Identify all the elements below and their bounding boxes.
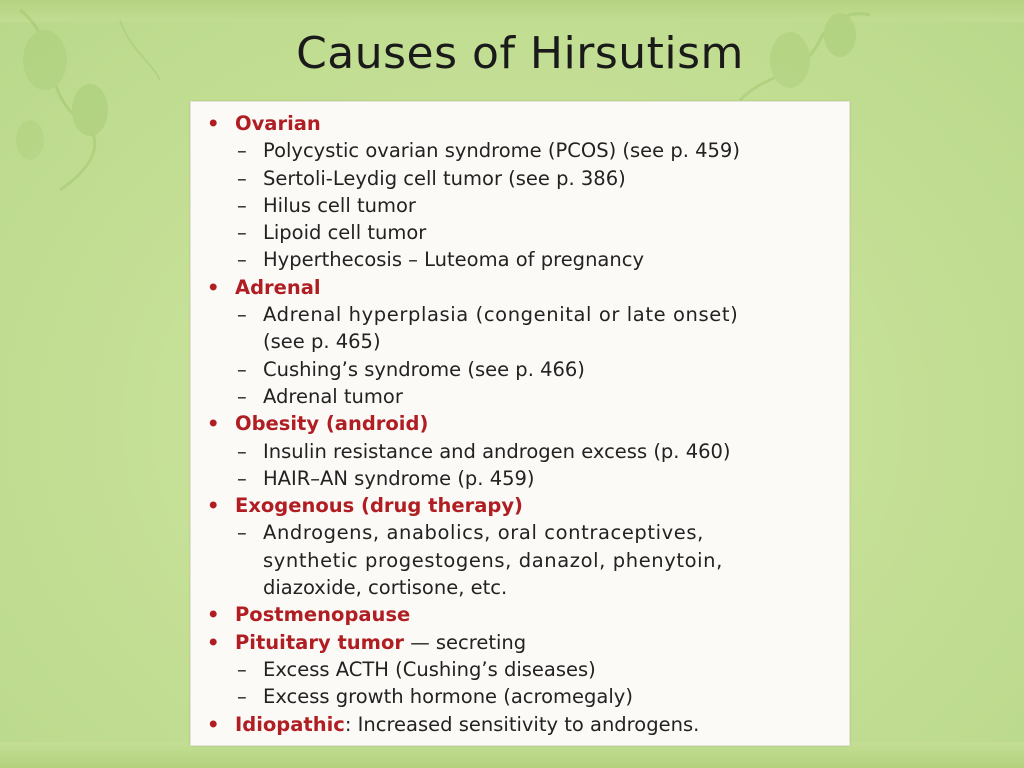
list-item-text: Excess ACTH (Cushing’s diseases)	[263, 657, 596, 681]
list-item	[205, 165, 839, 192]
category-label: Exogenous (drug therapy)	[235, 494, 523, 518]
category-label: Postmenopause	[235, 603, 411, 627]
list-item-text: Polycystic ovarian syndrome (PCOS) (see p. 459)	[263, 139, 740, 163]
category-suffix: : Increased sensitivity to androgens.	[344, 712, 700, 736]
dash-icon: –	[237, 193, 247, 217]
list-item	[205, 356, 839, 383]
list-item	[205, 246, 839, 273]
dash-icon: –	[237, 685, 247, 709]
dash-icon: –	[237, 384, 247, 408]
list-item-text: (see p. 465)	[263, 330, 381, 354]
list-item-text: Cushing’s syndrome (see p. 466)	[263, 357, 585, 381]
category-obesity	[205, 410, 839, 437]
bullet-icon: •	[207, 712, 220, 736]
dash-icon: –	[237, 439, 247, 463]
category-adrenal	[205, 274, 839, 301]
dash-icon: –	[237, 657, 247, 681]
category-pituitary	[205, 629, 839, 656]
list-item-text: Adrenal hyperplasia (congenital or late onset)	[263, 303, 739, 327]
list-item-text: Excess growth hormone (acromegaly)	[263, 685, 633, 709]
list-item-text: Hilus cell tumor	[263, 193, 416, 217]
slide-title: Causes of Hirsutism	[296, 28, 744, 79]
category-label: Adrenal	[235, 275, 321, 299]
dash-icon: –	[237, 303, 247, 327]
dash-icon: –	[237, 221, 247, 245]
list-item-text: HAIR–AN syndrome (p. 459)	[263, 466, 535, 490]
dash-icon: –	[237, 357, 247, 381]
list-item-text: synthetic progestogens, danazol, phenytoin,	[263, 548, 723, 572]
list-item-continuation	[205, 574, 839, 601]
list-item	[205, 383, 839, 410]
causes-list-panel	[190, 101, 850, 746]
list-item-text: Lipoid cell tumor	[263, 221, 427, 245]
bullet-icon: •	[207, 630, 220, 654]
list-item	[205, 301, 839, 328]
bullet-icon: •	[207, 275, 220, 299]
list-item-continuation	[205, 328, 839, 355]
dash-icon: –	[237, 466, 247, 490]
category-postmenopause	[205, 601, 839, 628]
floral-decoration-icon	[0, 0, 170, 200]
category-ovarian	[205, 110, 839, 137]
bullet-icon: •	[207, 112, 220, 135]
list-item-text: diazoxide, cortisone, etc.	[263, 576, 508, 600]
category-label: Obesity (android)	[235, 412, 429, 436]
list-item-text: Sertoli-Leydig cell tumor (see p. 386)	[263, 166, 626, 190]
list-item-text: Adrenal tumor	[263, 384, 403, 408]
bullet-icon: •	[207, 494, 220, 518]
dash-icon: –	[237, 521, 247, 545]
bullet-icon: •	[207, 412, 220, 436]
dash-icon: –	[237, 139, 247, 163]
category-label: Idiopathic	[235, 712, 345, 736]
list-item	[205, 192, 839, 219]
list-item	[205, 683, 839, 710]
category-label: Pituitary tumor	[235, 630, 404, 654]
list-item	[205, 137, 839, 164]
dash-icon: –	[237, 248, 247, 272]
list-item-text: Insulin resistance and androgen excess (p. 460)	[263, 439, 731, 463]
bullet-icon: •	[207, 603, 220, 627]
list-item	[205, 219, 839, 246]
category-idiopathic	[205, 711, 839, 738]
category-suffix: — secreting	[404, 630, 527, 654]
list-item	[205, 438, 839, 465]
list-item-text: Hyperthecosis – Luteoma of pregnancy	[263, 248, 644, 272]
list-item-text: Androgens, anabolics, oral contraceptives,	[263, 521, 704, 545]
list-item	[205, 656, 839, 683]
list-item	[205, 519, 839, 546]
dash-icon: –	[237, 166, 247, 190]
list-item	[205, 465, 839, 492]
category-label: Ovarian	[235, 112, 321, 135]
category-exogenous	[205, 492, 839, 519]
list-item-continuation	[205, 547, 839, 574]
